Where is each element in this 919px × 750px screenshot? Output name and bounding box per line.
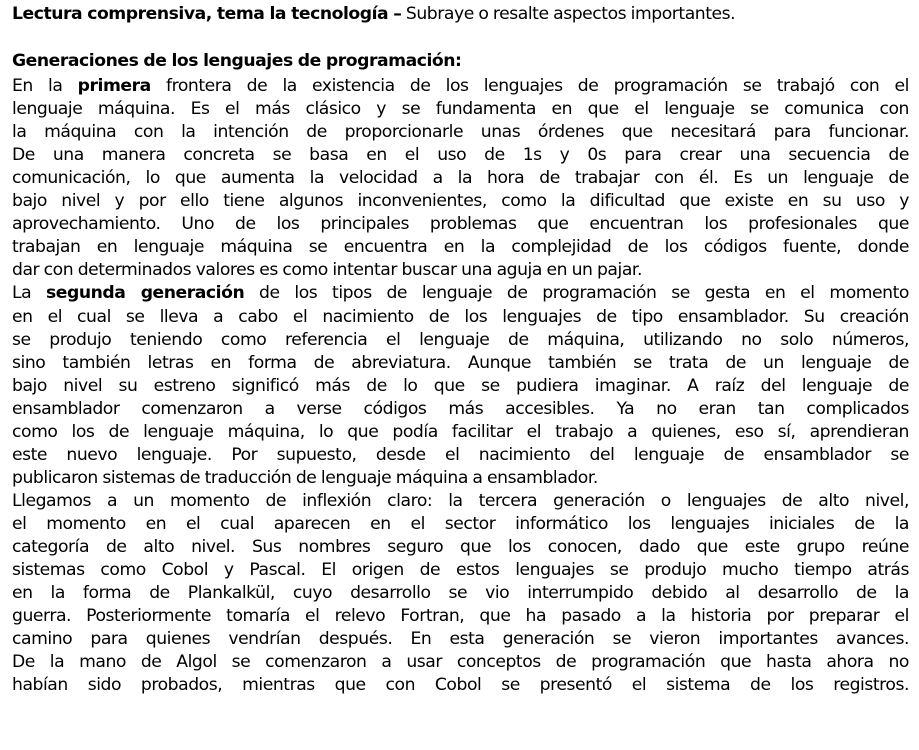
body-line: se produjo teniendo como referencia el lenguaje de máquina, utilizando no solo números,	[12, 329, 909, 350]
body-line: este nuevo lenguaje. Por supuesto, desde el nacimiento del lenguaje de ensamblador se	[12, 444, 909, 465]
body-line: sino también letras en forma de abreviatura. Aunque también se trata de un lenguaje de	[12, 352, 909, 373]
title-instruction-text: Subraye o resalte aspectos importantes.	[401, 4, 736, 24]
body-line: De la mano de Algol se comenzaron a usar conceptos de programación que hasta ahora no	[12, 652, 909, 673]
section-heading: Generaciones de los lenguajes de programación:	[12, 51, 462, 71]
body-line: bajo nivel su estreno significó más de lo que se pudiera imaginar. A raíz del lenguaje de	[12, 375, 909, 396]
body-line: dar con determinados valores es como intentar buscar una aguja en un pajar.	[12, 260, 642, 281]
body-line: en el cual se lleva a cabo el nacimiento de los lenguajes de tipo ensamblador. Su creación	[12, 306, 909, 327]
line-text: frontera de la existencia de los lenguajes de programación se trabajó con el	[150, 76, 909, 96]
title-bold-text: Lectura comprensiva, tema la tecnología –	[12, 4, 402, 24]
line-text: de los tipos de lenguaje de programación se gesta en el momento	[244, 283, 909, 304]
body-line: comunicación, lo que aumenta la velocidad a la hora de trabajar con él. Es un lenguaje de	[12, 168, 909, 189]
document-title	[12, 3, 909, 26]
body-line: trabajan en lenguaje máquina se encuentra en la complejidad de los códigos fuente, donde	[12, 237, 909, 258]
body-line: en la forma de Plankalkül, cuyo desarrollo se vio interrumpido debido al desarrollo de la	[12, 583, 909, 604]
body-line: sistemas como Cobol y Pascal. El origen de estos lenguajes se produjo mucho tiempo atrás	[12, 560, 909, 581]
body-line	[12, 75, 909, 98]
body-line: aprovechamiento. Uno de los principales problemas que encuentran los profesionales que	[12, 214, 909, 235]
bold-emphasis: segunda generación	[45, 283, 245, 304]
body-line: la máquina con la intención de proporcionarle unas órdenes que necesitará para funcionar.	[12, 122, 909, 143]
body-line: el momento en el cual aparecen en el sector informático los lenguajes iniciales de la	[12, 513, 909, 534]
body-line: camino para quienes vendrían después. En esta generación se vieron importantes avances.	[12, 629, 909, 650]
body-line: Llegamos a un momento de inflexión claro: la tercera generación o lenguajes de alto nivel,	[12, 490, 909, 511]
bold-emphasis: primera	[77, 76, 151, 96]
body-line: como los de lenguaje máquina, lo que podía facilitar el trabajo a quienes, eso sí, aprendieran	[12, 421, 909, 442]
body-line	[12, 282, 909, 305]
line-text: En la	[12, 76, 78, 96]
line-text: La	[12, 283, 46, 304]
body-line: publicaron sistemas de traducción de lenguaje máquina a ensamblador.	[12, 467, 598, 488]
body-line: guerra. Posteriormente tomaría el relevo Fortran, que ha pasado a la historia por preparar el	[12, 606, 909, 627]
body-line: ensamblador comenzaron a verse códigos más accesibles. Ya no eran tan complicados	[12, 398, 909, 419]
body-line: bajo nivel y por ello tiene algunos inconvenientes, como la dificultad que existe en su uso y	[12, 191, 909, 212]
body-line: lenguaje máquina. Es el más clásico y se fundamenta en que el lenguaje se comunica con	[12, 99, 909, 120]
body-line: habían sido probados, mientras que con Cobol se presentó el sistema de los registros.	[12, 675, 909, 696]
body-line: categoría de alto nivel. Sus nombres seguro que los conocen, dado que este grupo reúne	[12, 537, 909, 557]
body-line: De una manera concreta se basa en el uso de 1s y 0s para crear una secuencia de	[12, 145, 909, 166]
